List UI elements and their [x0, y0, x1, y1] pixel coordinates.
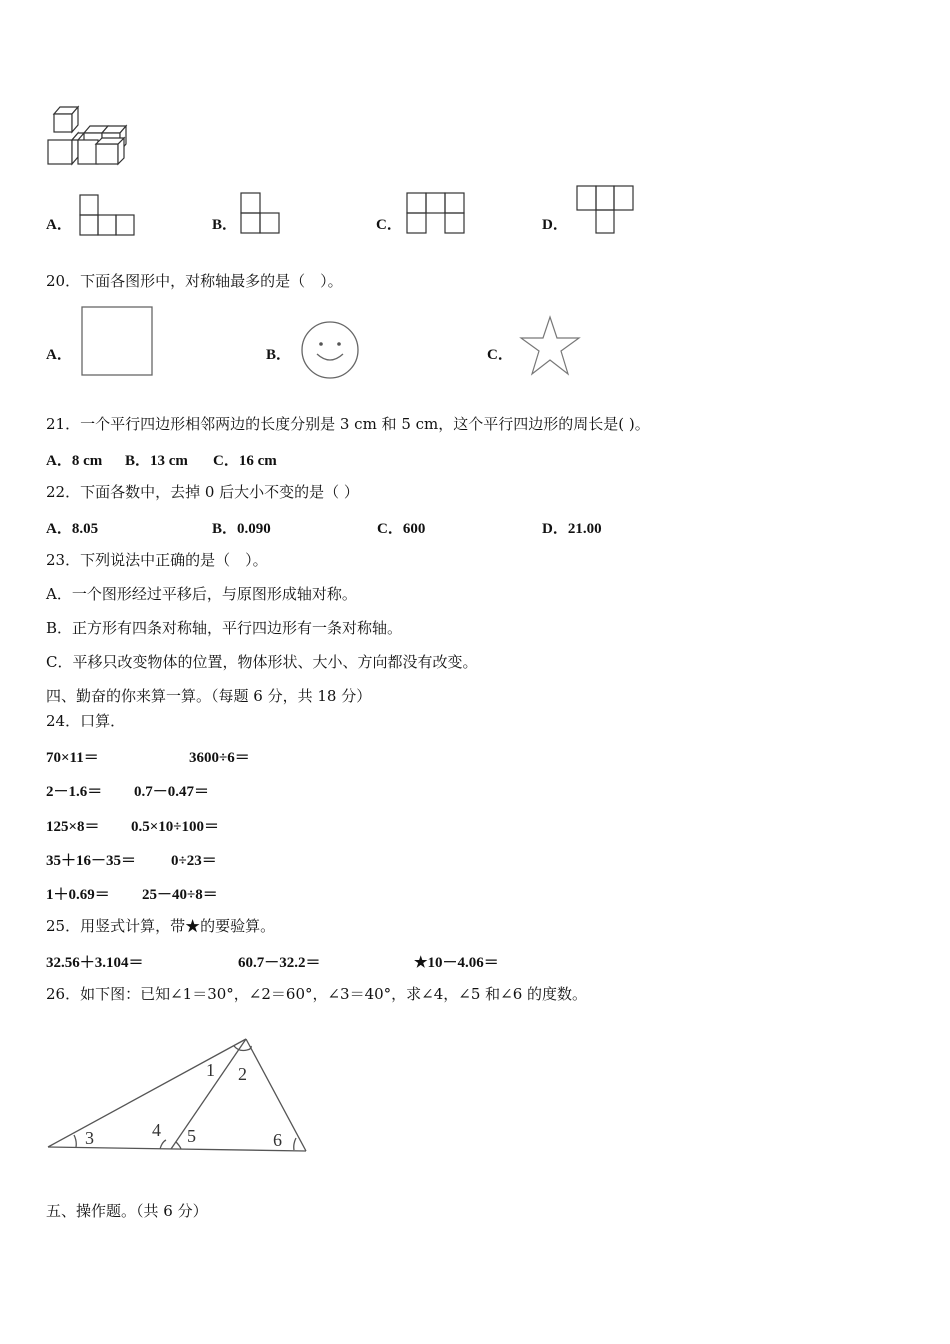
q26-stem: 26．如下图：已知∠1＝30°，∠2＝60°，∠3＝40°，求∠4，∠5 和∠6 的度数。: [46, 985, 588, 1003]
angle-label-2: 2: [238, 1064, 247, 1084]
q25-item-2: 60.7－32.2＝: [238, 955, 321, 971]
q24-row-1-b: 3600÷6＝: [189, 750, 250, 766]
q19-option-a-view: [79, 194, 137, 236]
q19-option-c-label[interactable]: C．: [376, 217, 402, 233]
q24-row-3-b: 0.5×10÷100＝: [131, 819, 220, 835]
q26-triangle-diagram: [46, 1034, 316, 1164]
q24-row-1-a: 70×11＝: [46, 750, 99, 766]
q23-option-b[interactable]: B．正方形有四条对称轴，平行四边形有一条对称轴。: [46, 619, 403, 637]
cube-stack-figure: [44, 102, 134, 172]
q23-option-a[interactable]: A．一个图形经过平移后，与原图形成轴对称。: [46, 585, 357, 603]
q25-stem: 25．用竖式计算，带★的要验算。: [46, 917, 276, 935]
q24-row-5-a: 1＋0.69＝: [46, 887, 110, 903]
q19-option-d-view: [576, 185, 636, 235]
q24-stem: 24．口算．: [46, 712, 126, 730]
q21-option-b[interactable]: B．13 cm: [125, 453, 188, 469]
q24-row-2-a: 2－1.6＝: [46, 784, 103, 800]
section-5-title: 五、操作题。（共 6 分）: [46, 1202, 208, 1220]
q21-stem: 21．一个平行四边形相邻两边的长度分别是 3 cm 和 5 cm，这个平行四边形的周长是( )。: [46, 415, 650, 433]
q22-stem: 22．下面各数中，去掉 0 后大小不变的是（ ）: [46, 483, 359, 501]
q20-option-b-label[interactable]: B．: [266, 347, 292, 363]
q22-option-b[interactable]: B．0.090: [212, 521, 271, 537]
q25-item-1: 32.56＋3.104＝: [46, 955, 144, 971]
q25-item-3: ★10－4.06＝: [414, 955, 499, 971]
q24-row-4-a: 35＋16－35＝: [46, 853, 137, 869]
q24-row-3-a: 125×8＝: [46, 819, 100, 835]
q24-row-5-b: 25－40÷8＝: [142, 887, 218, 903]
q19-option-c-view: [406, 192, 466, 234]
q19-option-d-label[interactable]: D．: [542, 217, 568, 233]
q22-option-a[interactable]: A．8.05: [46, 521, 99, 537]
angle-label-6: 6: [273, 1130, 282, 1150]
q23-option-c[interactable]: C．平移只改变物体的位置，物体形状、大小、方向都没有改变。: [46, 653, 478, 671]
q20-smiley-face-shape: [300, 320, 360, 380]
q19-option-b-view: [240, 192, 280, 234]
q20-option-c-label[interactable]: C．: [487, 347, 513, 363]
q20-star-shape: [518, 314, 582, 378]
q19-option-a-label[interactable]: A．: [46, 217, 72, 233]
q22-option-d[interactable]: D．21.00: [542, 521, 602, 537]
angle-label-4: 4: [152, 1120, 161, 1140]
q20-option-a-label[interactable]: A．: [46, 347, 72, 363]
angle-label-1: 1: [206, 1060, 215, 1080]
angle-label-5: 5: [187, 1126, 196, 1146]
q20-square-shape: [80, 305, 154, 377]
q19-option-b-label[interactable]: B．: [212, 217, 238, 233]
q21-option-c[interactable]: C．16 cm: [213, 453, 277, 469]
section-4-title: 四、勤奋的你来算一算。（每题 6 分，共 18 分）: [46, 687, 372, 705]
q20-stem: 20．下面各图形中，对称轴最多的是（ ）。: [46, 272, 343, 290]
q21-option-a[interactable]: A．8 cm: [46, 453, 103, 469]
q24-row-4-b: 0÷23＝: [171, 853, 217, 869]
q23-stem: 23．下列说法中正确的是（ ）。: [46, 551, 268, 569]
q24-row-2-b: 0.7－0.47＝: [134, 784, 210, 800]
q22-option-c[interactable]: C．600: [377, 521, 426, 537]
angle-label-3: 3: [85, 1128, 94, 1148]
